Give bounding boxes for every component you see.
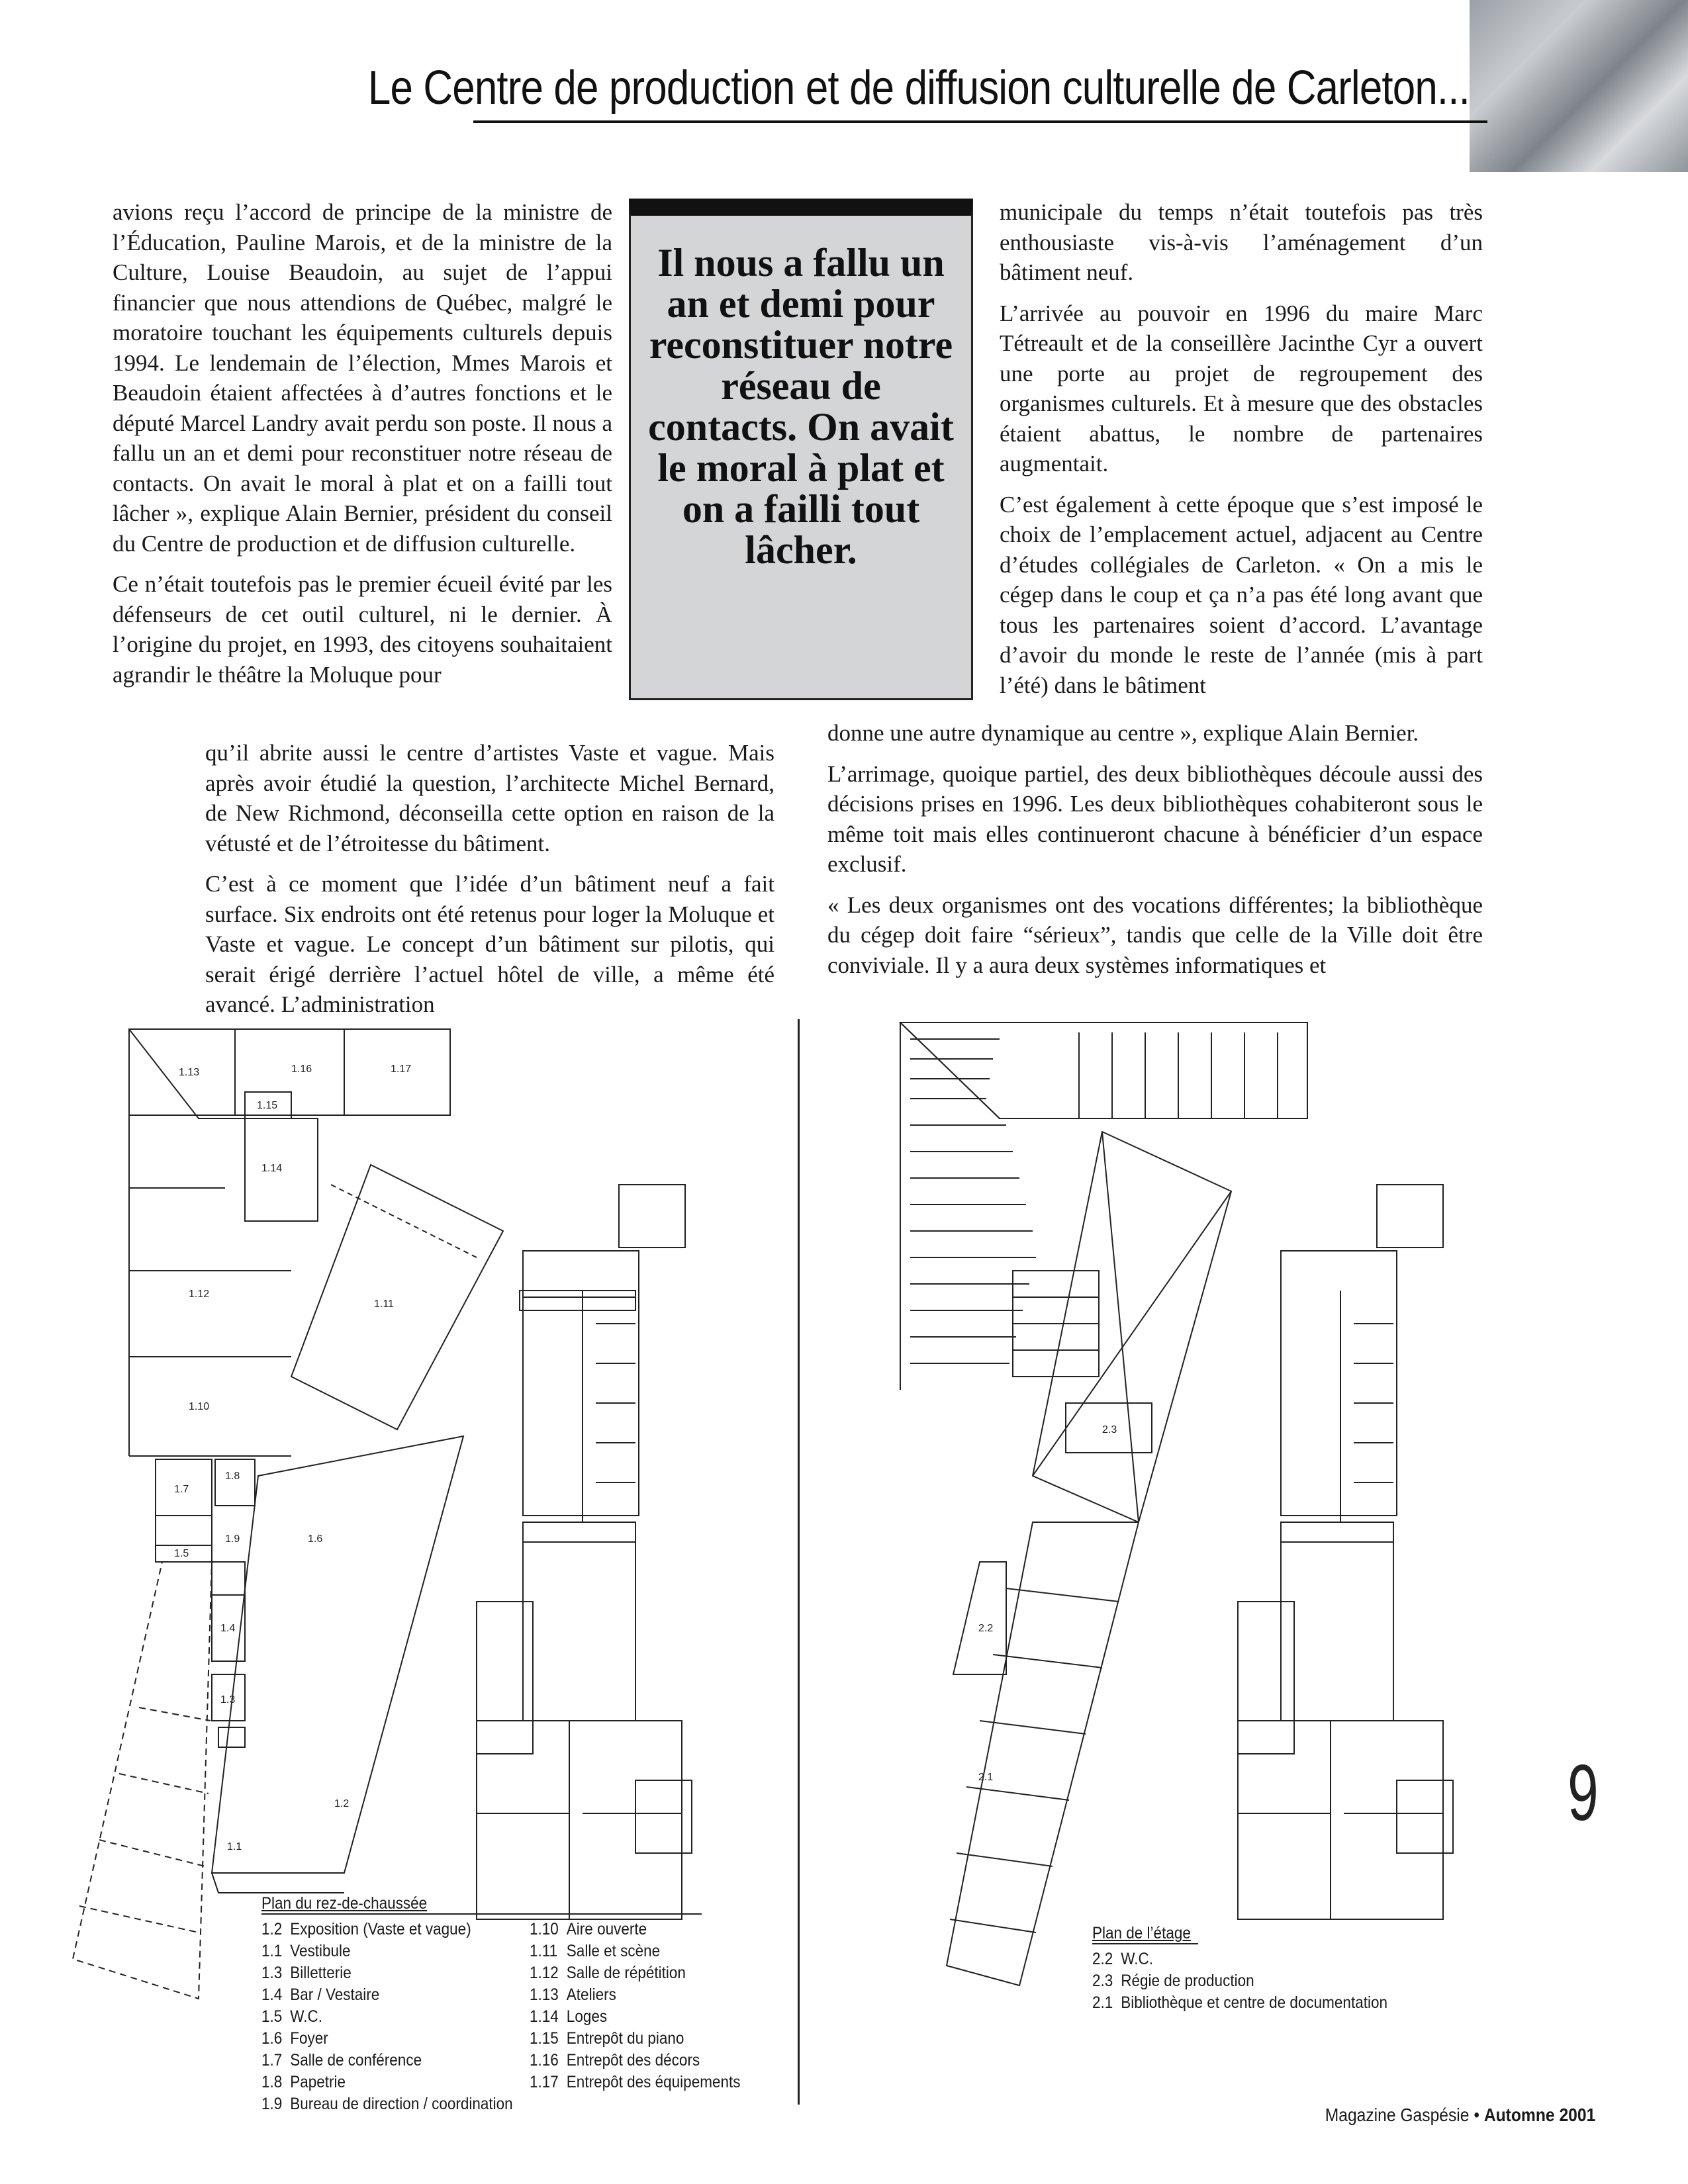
- legend-item: [530, 2028, 740, 2050]
- legend-code: 1.10: [530, 1920, 559, 1938]
- legend-label: Vestibule: [290, 1942, 351, 1960]
- room-label: 1.9: [225, 1533, 240, 1545]
- legend-code: 1.15: [530, 2029, 559, 2048]
- room-label: 1.16: [291, 1064, 312, 1075]
- legend-list-left: [261, 1919, 530, 2115]
- legend-code: 2.2: [1092, 1950, 1113, 1968]
- page-title: Le Centre de production et de diffusion culturelle de Carleton...: [367, 62, 1470, 114]
- footer-separator: •: [1474, 2105, 1479, 2125]
- room-label: 1.3: [220, 1694, 236, 1706]
- legend-code: 1.4: [261, 1985, 283, 2004]
- legend-label: Foyer: [290, 2029, 328, 2048]
- legend-item: [261, 1919, 530, 1940]
- legend-label: Bar / Vestaire: [290, 1985, 380, 2004]
- room-label: 1.11: [374, 1298, 394, 1310]
- legend-label: Salle de répétition: [566, 1964, 686, 1982]
- legend-item: [261, 2050, 530, 2071]
- legend-list-right: [530, 1919, 740, 2093]
- legend-list-upper: [1092, 1948, 1387, 2014]
- room-label: 1.8: [225, 1471, 240, 1482]
- upper-floor-legend: [1092, 1923, 1387, 2014]
- room-label: 1.2: [334, 1798, 350, 1809]
- room-label: 1.10: [189, 1401, 210, 1412]
- legend-item: [530, 1919, 740, 1940]
- legend-label: Salle et scène: [566, 1942, 661, 1960]
- room-label: 2.1: [978, 1772, 994, 1783]
- ground-floor-plan: [73, 1029, 692, 1999]
- legend-item: [261, 1984, 530, 2006]
- room-label: 1.17: [391, 1064, 412, 1075]
- legend-code: 1.1: [261, 1942, 283, 1960]
- legend-code: 2.1: [1092, 1993, 1113, 2012]
- legend-code: 1.16: [530, 2051, 559, 2070]
- legend-item: [530, 2050, 740, 2071]
- right-paragraph-3: C’est également à cette époque que s’est imposé le choix de l’emplacement actuel, adjacent au Centre d’études collégiales de Carleton. « On a mis le cégep dans le coup et ça n’a pas été long avant que tous les partenaires soient d’accord. L’avantage d’avoir du monde le reste de l’année (mis à part l’été) dans le bâtiment: [1000, 491, 1483, 698]
- ground-floor-legend: [261, 1893, 740, 2115]
- left-paragraph-1: avions reçu l’accord de principe de la ministre de l’Éducation, Pauline Marois, et de la ministre de la Culture, Louise Beaudoin, au sujet de l’appui financier que nous attendions de Québec, malgré le moratoire touchant les équipements culturels depuis 1994. Le lendemain de l’élection, Mmes Marois et Beaudoin étaient affectées à d’autres fonctions et le député Marcel Landry avait perdu son poste. Il nous a fallu un an et demi pour reconstituer notre réseau de contacts. On avait le moral à plat et on a failli tout lâcher », explique Alain Bernier, président du conseil du Centre de production et de diffusion culturelle.: [113, 199, 612, 557]
- legend-item: [530, 2071, 740, 2093]
- legend-label: Entrepôt des équipements: [566, 2073, 741, 2091]
- legend-label: Aire ouverte: [566, 1920, 647, 1938]
- legend-code: 1.5: [261, 2007, 283, 2026]
- legend-code: 1.2: [261, 1920, 283, 1938]
- room-label: 1.6: [308, 1533, 323, 1545]
- legend-code: 2.3: [1092, 1972, 1113, 1990]
- legend-label: W.C.: [1121, 1950, 1153, 1968]
- legend-label: Exposition (Vaste et vague): [290, 1920, 471, 1938]
- legend-code: 1.6: [261, 2029, 283, 2048]
- left-paragraph-2-cont: qu’il abrite aussi le centre d’artistes Vaste et vague. Mais après avoir étudié la question, l’architecte Michel Bernard, de New Richmond, déconseilla cette option en raison de la vétusté et de l’étroitesse du bâtiment.: [205, 740, 774, 856]
- right-paragraph-5: « Les deux organismes ont des vocations différentes; la bibliothèque du cégep doit faire “sérieux”, tandis que celle de la Ville doit être conviviale. Il y a aura deux systèmes informatiques et: [827, 891, 1483, 978]
- right-paragraph-2: L’arrivée au pouvoir en 1996 du maire Marc Tétreault et de la conseillère Jacinthe Cyr a ouvert une porte au projet de regroupement des organismes culturels. Et à mesure que des obstacles étaient abattus, le nombre de partenaires augmentait.: [1000, 300, 1483, 477]
- legend-title-ground: Plan du rez-de-chaussée: [261, 1894, 428, 1913]
- legend-label: Loges: [566, 2007, 608, 2026]
- legend-item: [530, 1962, 740, 1984]
- legend-code: 1.3: [261, 1964, 283, 1982]
- legend-code: 1.8: [261, 2073, 283, 2091]
- room-label: 1.4: [220, 1623, 236, 1634]
- legend-code: 1.9: [261, 2095, 283, 2113]
- page-number: 9: [1568, 1749, 1599, 1837]
- left-paragraph-2: Ce n’était toutefois pas le premier écueil évité par les défenseurs de cet outil culturel, ni le dernier. À l’origine du projet, en 1993, des citoyens souhaitaient agrandir le théâtre la Moluque pour: [113, 571, 612, 688]
- legend-item: [261, 2006, 530, 2028]
- legend-label: Entrepôt du piano: [566, 2029, 684, 2048]
- left-paragraph-3: C’est à ce moment que l’idée d’un bâtiment neuf a fait surface. Six endroits ont été retenus pour loger la Moluque et Vaste et vague. Le concept d’un bâtiment sur pilotis, qui serait érigé derrière l’actuel hôtel de ville, a même été avancé. L’administration: [205, 871, 774, 1017]
- room-label: 1.12: [189, 1289, 210, 1300]
- footer-issue: Automne 2001: [1483, 2105, 1595, 2125]
- legend-label: Bureau de direction / coordination: [290, 2095, 513, 2113]
- room-label: 1.5: [174, 1548, 189, 1559]
- footer: [1325, 2105, 1595, 2126]
- legend-label: Ateliers: [566, 1985, 616, 2004]
- room-label: 1.13: [179, 1067, 200, 1078]
- legend-item: [261, 2093, 530, 2115]
- legend-code: 1.13: [530, 1985, 559, 2004]
- legend-item: [1092, 1970, 1387, 1992]
- room-label: 2.3: [1102, 1424, 1117, 1435]
- legend-label: W.C.: [290, 2007, 322, 2026]
- legend-item: [261, 2028, 530, 2050]
- legend-code: 1.17: [530, 2073, 559, 2091]
- right-paragraph-1: municipale du temps n’était toutefois pas très enthousiaste vis-à-vis l’aménagement d’un bâtiment neuf.: [1000, 199, 1483, 285]
- footer-magazine: Magazine Gaspésie: [1325, 2105, 1470, 2125]
- legend-label: Billetterie: [290, 1964, 352, 1982]
- legend-item: [530, 1940, 740, 1962]
- pull-quote: Il nous a fallu un an et demi pour reconstituer notre réseau de contacts. On avait le moral à plat et on a failli tout lâcher.: [629, 199, 973, 700]
- legend-label: Régie de production: [1121, 1972, 1254, 1990]
- legend-item: [261, 2071, 530, 2093]
- room-label: 1.1: [227, 1841, 242, 1852]
- legend-label: Salle de conférence: [290, 2051, 422, 2070]
- legend-item: [530, 2006, 740, 2028]
- legend-code: 1.11: [530, 1942, 558, 1960]
- legend-item: [261, 1962, 530, 1984]
- legend-code: 1.7: [261, 2051, 283, 2070]
- room-label: 1.15: [257, 1100, 278, 1111]
- legend-item: [1092, 1948, 1387, 1970]
- room-label: 2.2: [978, 1623, 994, 1634]
- right-paragraph-4: L’arrimage, quoique partiel, des deux bibliothèques découle aussi des décisions prises en 1996. Les deux bibliothèques cohabiteront sous le même toit mais elles continueront chacune à bénéficier d’un espace exclusif.: [827, 760, 1483, 877]
- legend-title-upper: Plan de l’étage: [1092, 1924, 1191, 1942]
- legend-item: [261, 1940, 530, 1962]
- legend-label: Bibliothèque et centre de documentation: [1121, 1993, 1387, 2012]
- legend-item: [530, 1984, 740, 2006]
- legend-label: Papetrie: [290, 2073, 346, 2091]
- legend-code: 1.14: [530, 2007, 559, 2026]
- legend-item: [1092, 1992, 1387, 2014]
- room-label: 1.14: [261, 1163, 283, 1174]
- legend-label: Entrepôt des décors: [566, 2051, 700, 2070]
- room-label: 1.7: [174, 1484, 189, 1495]
- right-paragraph-3-cont: donne une autre dynamique au centre », explique Alain Bernier.: [827, 720, 1419, 746]
- upper-floor-plan: [900, 1023, 1453, 1985]
- legend-code: 1.12: [530, 1964, 559, 1982]
